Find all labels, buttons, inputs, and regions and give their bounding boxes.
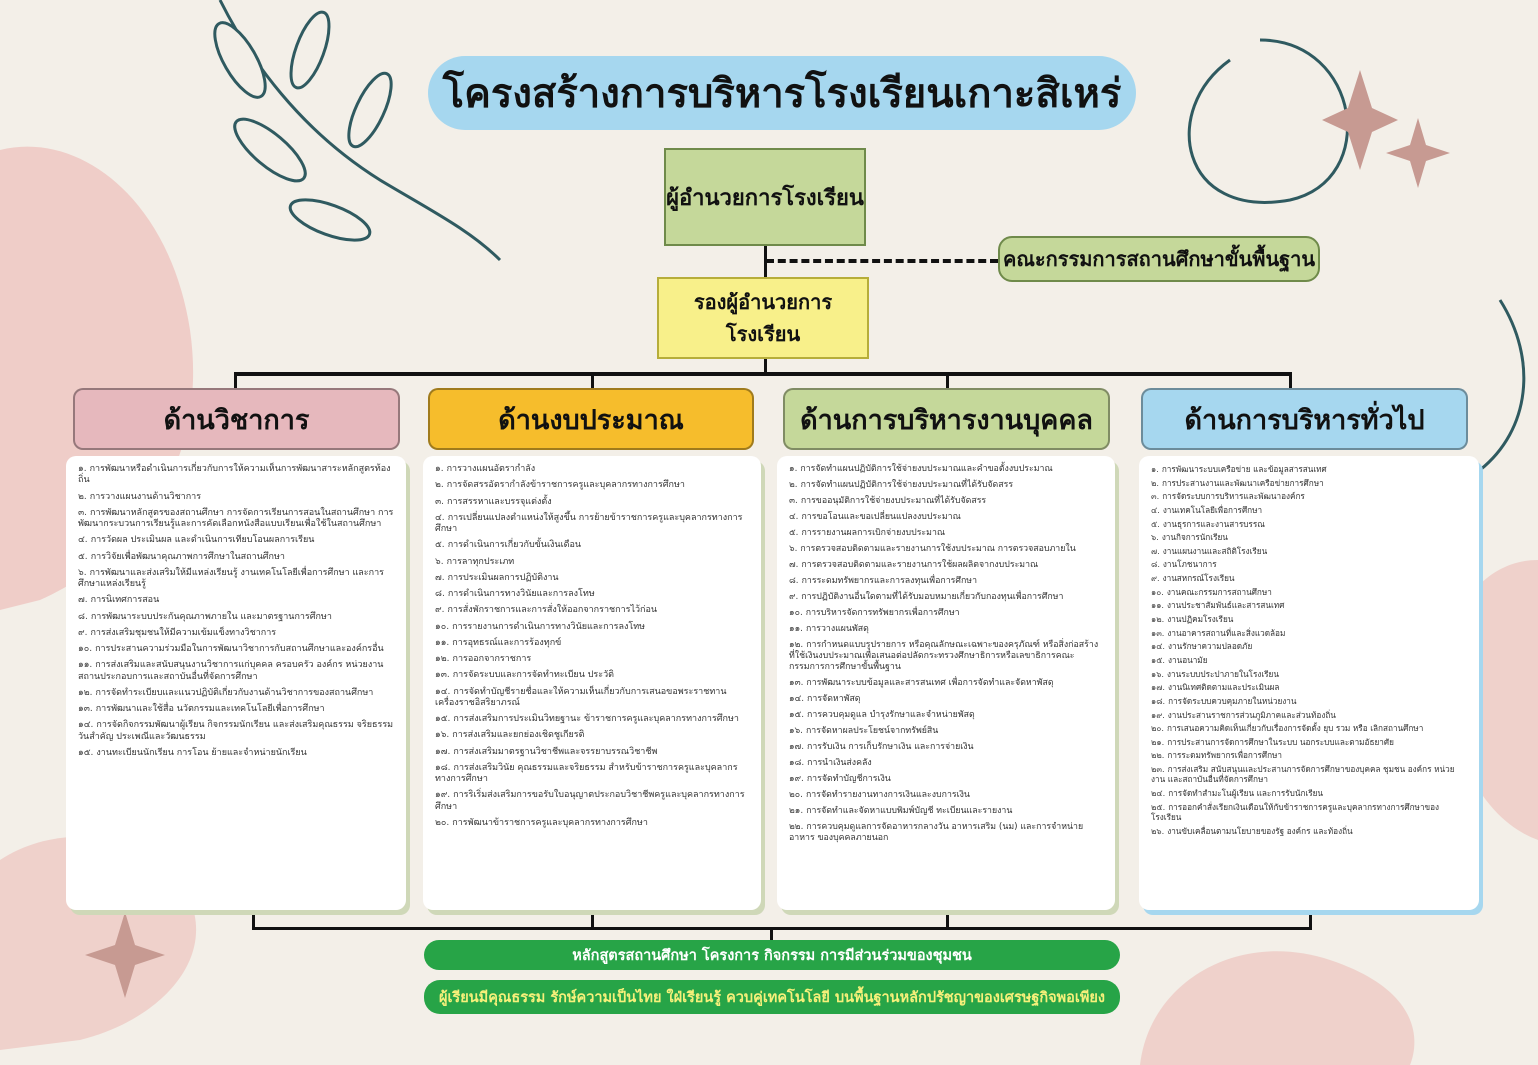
footer-bar-curriculum: หลักสูตรสถานศึกษา โครงการ กิจกรรม การมีส่วนร่วมของชุมชน <box>424 940 1120 970</box>
task-item <box>789 742 1103 753</box>
task-item <box>78 748 394 759</box>
task-number: ๒๕. <box>1151 801 1166 812</box>
task-number: ๕. <box>789 527 799 538</box>
task-item <box>1151 826 1467 836</box>
task-item <box>435 605 749 616</box>
task-text: งานระบบประปาภายในโรงเรียน <box>1167 668 1279 679</box>
task-number: ๕. <box>78 551 88 562</box>
task-number: ๖. <box>78 567 87 578</box>
task-text: การประสานการจัดการศึกษาในระบบ นอกระบบและตามอัธยาศัย <box>1167 736 1394 747</box>
connector-up-1 <box>252 910 255 928</box>
task-text: การสั่งพักราชการและการสั่งให้ออกจากราชการไว้ก่อน <box>447 605 658 616</box>
task-number: ๒๑. <box>1151 736 1165 747</box>
task-text: งานอนามัย <box>1168 654 1208 665</box>
task-text: การรับเงิน การเก็บรักษาเงิน และการจ่ายเงิน <box>807 741 974 752</box>
task-text: งานธุรการและงานสารบรรณ <box>1162 518 1265 529</box>
task-text: การขออนุมัติการใช้จ่ายงบประมาณที่ได้รับจัดสรร <box>800 495 987 506</box>
task-item <box>789 710 1103 721</box>
dept-personnel-header: ด้านการบริหารงานบุคคล <box>783 388 1110 450</box>
connector-top-bus <box>234 372 1292 376</box>
task-number: ๘. <box>435 589 445 599</box>
task-number: ๒. <box>789 479 798 490</box>
task-item <box>78 464 394 487</box>
task-text: การพัฒนาหรือดำเนินการเกี่ยวกับการให้ความเห็นการพัฒนาสาระหลักสูตรท้องถิ่น <box>78 464 391 486</box>
task-item <box>789 496 1103 507</box>
task-item <box>789 678 1103 689</box>
task-text: การส่งเสริมมาตรฐานวิชาชีพและจรรยาบรรณวิชาชีพ <box>453 746 658 757</box>
director-box: ผู้อำนวยการโรงเรียน <box>664 148 866 246</box>
task-text: การเสนอความคิดเห็นเกี่ยวกับเรื่องการจัดตั้ง ยุบ รวม หรือ เลิกสถานศึกษา <box>1167 723 1424 734</box>
task-item <box>78 552 394 563</box>
task-item <box>1151 587 1467 597</box>
task-item <box>1151 737 1467 747</box>
task-item <box>1151 478 1467 488</box>
task-number: ๑๘. <box>1151 695 1166 706</box>
task-item <box>789 758 1103 769</box>
committee-box: คณะกรรมการสถานศึกษาขั้นพื้นฐาน <box>998 236 1320 282</box>
task-item <box>435 670 749 681</box>
task-item <box>435 480 749 491</box>
task-number: ๑. <box>1151 464 1159 474</box>
task-number: ๑๕. <box>1151 654 1165 665</box>
connector-bottom-bus <box>252 927 1312 930</box>
task-text: การดำเนินการทางวินัยและการลงโทษ <box>447 589 595 599</box>
task-text: การพัฒนาข้าราชการครูและบุคลากรทางการศึกษา <box>452 817 648 828</box>
task-text: งานกิจการนักเรียน <box>1161 532 1228 543</box>
task-text: การวางแผนงานด้านวิชาการ <box>89 491 202 502</box>
task-item <box>1151 764 1467 785</box>
task-item <box>1151 802 1467 823</box>
task-number: ๑๔. <box>78 720 94 731</box>
task-number: ๒๒. <box>1151 750 1165 761</box>
footer-bar-learner-goal: ผู้เรียนมีคุณธรรม รักษ์ความเป็นไทย ใฝ่เรียนรู้ ควบคู่เทคโนโลยี บนพื้นฐานหลักปรัชญาของเศรษฐกิจพอเพียง <box>424 980 1120 1014</box>
task-number: ๑๑. <box>789 623 803 634</box>
task-number: ๑๒. <box>435 654 450 664</box>
task-item <box>1151 788 1467 798</box>
task-item <box>1151 655 1467 665</box>
task-number: ๒๐. <box>1151 723 1164 734</box>
task-number: ๘. <box>1151 559 1160 570</box>
task-number: ๑๗. <box>1151 682 1165 693</box>
task-number: ๔. <box>435 512 445 523</box>
task-text: การจัดหาพัสดุ <box>807 693 861 704</box>
task-text: การควบคุมดูแลการจัดอาหารกลางวัน อาหารเสริม (นม) และการจำหน่ายอาหาร ของบุคคลภายนอก <box>789 821 1084 843</box>
task-item <box>435 513 749 536</box>
task-text: การขอโอนและขอเปลี่ยนแปลงงบประมาณ <box>801 511 961 522</box>
task-list <box>78 464 394 759</box>
task-text: งานคณะกรรมการสถานศึกษา <box>1166 586 1272 597</box>
task-number: ๑๐. <box>1151 586 1164 597</box>
task-text: งานสหกรณ์โรงเรียน <box>1162 573 1235 584</box>
connector-up-4 <box>1309 910 1312 928</box>
task-number: ๑. <box>78 464 87 474</box>
task-item <box>1151 464 1467 474</box>
task-number: ๑๓. <box>1151 627 1165 638</box>
task-number: ๓. <box>78 507 88 518</box>
task-number: ๑๘. <box>435 762 451 773</box>
task-text: การควบคุมดูแล บำรุงรักษาและจำหน่ายพัสดุ <box>807 709 975 720</box>
dept-general-header: ด้านการบริหารทั่วไป <box>1141 388 1468 450</box>
task-number: ๑๗. <box>789 741 804 752</box>
dept-budget-header: ด้านงบประมาณ <box>428 388 754 450</box>
task-number: ๑๓. <box>78 704 93 714</box>
task-text: งานขับเคลื่อนตามนโยบายของรัฐ องค์กร และท้องถิ่น <box>1167 825 1353 836</box>
task-number: ๖. <box>1151 532 1159 543</box>
task-item <box>1151 669 1467 679</box>
task-item <box>789 560 1103 571</box>
task-item <box>1151 491 1467 501</box>
task-number: ๑๕. <box>789 709 805 720</box>
task-text: การดำเนินการเกี่ยวกับขั้นเงินเดือน <box>447 540 582 551</box>
task-text: การพัฒนาระบบเครือข่าย และข้อมูลสารสนเทศ <box>1161 464 1327 474</box>
task-text: การส่งเสริมและสนับสนุนงานวิชาการแก่บุคคล ครอบครัว องค์กร หน่วยงาน สถานประกอบการและสถาบันอื่นที่จัดการศึกษา <box>78 660 384 682</box>
task-text: การจัดระบบและการจัดทำทะเบียน ประวัติ <box>452 670 614 681</box>
task-item <box>1151 696 1467 706</box>
task-number: ๓. <box>1151 491 1160 502</box>
task-item <box>435 589 749 600</box>
task-number: ๕. <box>1151 518 1160 529</box>
task-item <box>789 512 1103 523</box>
task-number: ๑๕. <box>435 714 451 724</box>
task-text: การประเมินผลการปฏิบัติงาน <box>447 572 559 583</box>
task-item <box>78 492 394 503</box>
task-item <box>1151 600 1467 610</box>
connector-committee-dashed <box>766 259 998 263</box>
task-text: งานโภชนาการ <box>1162 559 1217 570</box>
task-text: งานประสานราชการส่วนภูมิภาคและส่วนท้องถิ่น <box>1167 709 1336 720</box>
task-number: ๑๘. <box>789 757 805 768</box>
task-number: ๑๖. <box>435 730 450 741</box>
task-text: การจัดทำแผนปฏิบัติการใช้จ่ายงบประมาณที่ได้รับจัดสรร <box>800 479 1014 490</box>
task-text: การจัดระบบการบริหารและพัฒนาองค์กร <box>1162 491 1305 502</box>
task-item <box>1151 573 1467 583</box>
task-item <box>78 644 394 655</box>
task-item <box>789 544 1103 555</box>
swirl-line <box>1189 40 1347 202</box>
task-text: การจัดทำสำมะโนผู้เรียน และการรับนักเรียน <box>1168 787 1324 798</box>
task-text: การรายงานการดำเนินการทางวินัยและการลงโทษ <box>452 621 646 632</box>
task-item <box>435 638 749 649</box>
task-text: การจัดหาผลประโยชน์จากทรัพย์สิน <box>805 725 939 736</box>
task-text: การส่งเสริมวินัย คุณธรรมและจริยธรรม สำหรับข้าราชการครูและบุคลากรทางการศึกษา <box>435 762 738 784</box>
task-text: การตรวจสอบติดตามและรายงานการใช้งบประมาณ การตรวจสอบภายใน <box>800 543 1076 554</box>
task-number: ๑๔. <box>1151 641 1165 652</box>
task-number: ๘. <box>789 575 799 586</box>
task-item <box>435 497 749 508</box>
task-text: การจัดทำบัญชีการเงิน <box>806 773 891 784</box>
task-text: การจัดทำบัญชีรายชื่อและให้ความเห็นเกี่ยวกับการเสนอขอพระราชทาน เครื่องราชอิสริยาภรณ์ <box>435 686 727 708</box>
task-number: ๘. <box>78 611 88 622</box>
task-number: ๙. <box>78 627 88 638</box>
task-text: งานปฏิคมโรงเรียน <box>1167 614 1234 625</box>
task-item <box>789 640 1103 673</box>
task-text: การพัฒนาหลักสูตรของสถานศึกษา การจัดการเรียนการสอนในสถานศึกษา การพัฒนากระบวนการเรียนรู้และการคัดเลือกหนังสือแบบเรียนเพื่อใช้ในสถานศึกษา <box>78 507 394 529</box>
task-text: การปฏิบัติงานอื่นใดตามที่ได้รับมอบหมายเกี่ยวกับกองทุนเพื่อการศึกษา <box>801 591 1064 602</box>
task-item <box>435 763 749 786</box>
leaf-icons <box>205 8 399 249</box>
task-number: ๒๔. <box>1151 787 1166 798</box>
dept-personnel-card <box>777 456 1115 910</box>
task-item <box>78 720 394 743</box>
task-text: การตรวจสอบติดตามและรายงานการใช้ผลผลิตจากงบประมาณ <box>801 559 1039 570</box>
connector-to-footer <box>770 928 773 940</box>
task-item <box>1151 682 1467 692</box>
task-item <box>1151 559 1467 569</box>
task-item <box>789 464 1103 475</box>
task-text: การวางแผนพัสดุ <box>805 623 869 634</box>
task-item <box>789 694 1103 705</box>
task-item <box>78 688 394 699</box>
task-item <box>789 726 1103 737</box>
task-text: งานทะเบียนนักเรียน การโอน ย้ายและจำหน่ายนักเรียน <box>96 747 307 758</box>
task-number: ๑๓. <box>789 677 804 688</box>
task-number: ๖. <box>435 556 444 567</box>
task-number: ๒. <box>1151 477 1159 488</box>
task-text: งานรักษาความปลอดภัย <box>1168 641 1253 652</box>
task-number: ๑๗. <box>435 746 451 757</box>
task-text: การส่งเสริมชุมชนให้มีความเข้มแข็งทางวิชาการ <box>90 627 277 638</box>
connector-up-3 <box>946 910 949 928</box>
dept-general-card <box>1139 456 1479 910</box>
task-number: ๑๑. <box>1151 600 1164 611</box>
task-text: การระดมทรัพยากรเพื่อการศึกษา <box>1167 750 1283 761</box>
task-number: ๑๙. <box>1151 709 1165 720</box>
task-number: ๒๐. <box>435 817 450 828</box>
task-number: ๑. <box>435 464 444 474</box>
task-number: ๒๐. <box>789 789 803 800</box>
task-text: การพัฒนาและส่งเสริมให้มีแหล่งเรียนรู้ งานเทคโนโลยีเพื่อการศึกษา และการศึกษาแหล่งเรียนรู้ <box>78 567 384 589</box>
task-item <box>435 654 749 665</box>
task-item <box>789 822 1103 844</box>
task-text: การจัดทำและจัดหาแบบพิมพ์บัญชี ทะเบียนและรายงาน <box>806 805 1013 816</box>
task-text: การสรรหาและบรรจุแต่งตั้ง <box>447 496 552 507</box>
task-item <box>435 573 749 584</box>
task-item <box>1151 710 1467 720</box>
task-number: ๓. <box>789 495 798 506</box>
task-item <box>435 687 749 710</box>
task-number: ๒๑. <box>789 805 804 816</box>
deputy-director-box: รองผู้อำนวยการโรงเรียน <box>657 277 869 359</box>
task-item <box>435 622 749 633</box>
task-text: การวัดผล ประเมินผล และดำเนินการเทียบโอนผลการเรียน <box>90 535 315 546</box>
task-number: ๑๓. <box>435 670 450 681</box>
task-item <box>1151 641 1467 651</box>
task-item <box>1151 532 1467 542</box>
dept-academic-header: ด้านวิชาการ <box>73 388 400 450</box>
task-text: การออกจากราชการ <box>452 654 532 664</box>
task-number: ๑๔. <box>789 693 805 704</box>
task-item <box>435 730 749 741</box>
task-item <box>789 576 1103 587</box>
task-number: ๑๑. <box>78 660 93 671</box>
task-item <box>1151 519 1467 529</box>
task-text: การจัดทำแผนปฏิบัติการใช้จ่ายงบประมาณและคำขอตั้งงบประมาณ <box>800 464 1053 474</box>
task-text: การจัดระบบควบคุมภายในหน่วยงาน <box>1168 695 1297 706</box>
task-item <box>435 747 749 758</box>
task-number: ๒. <box>78 491 87 502</box>
task-item <box>1151 628 1467 638</box>
task-text: การจัดกิจกรรมพัฒนาผู้เรียน กิจกรรมนักเรียน และส่งเสริมคุณธรรม จริยธรรม วันสำคัญ ประเพณีและวัฒนธรรม <box>78 720 394 742</box>
task-number: ๒. <box>435 480 444 491</box>
task-number: ๗. <box>78 595 88 606</box>
task-number: ๕. <box>435 540 445 551</box>
task-number: ๑๒. <box>789 639 804 650</box>
task-number: ๑๖. <box>1151 668 1164 679</box>
task-text: การเปลี่ยนแปลงตำแหน่งให้สูงขึ้น การย้ายข้าราชการครูและบุคลากรทางการศึกษา <box>435 512 743 534</box>
task-number: ๔. <box>1151 504 1160 515</box>
dept-academic-card <box>66 456 406 910</box>
task-text: งานประชาสัมพันธ์และสารสนเทศ <box>1167 600 1285 611</box>
task-number: ๑. <box>789 464 798 474</box>
task-number: ๗. <box>789 559 799 570</box>
task-item <box>435 714 749 725</box>
task-list <box>1151 464 1467 836</box>
task-item <box>789 480 1103 491</box>
task-number: ๑๙. <box>435 790 451 801</box>
task-number: ๑๑. <box>435 637 450 648</box>
task-item <box>435 540 749 551</box>
swirl-line-right <box>1480 300 1524 470</box>
task-number: ๙. <box>435 605 445 616</box>
task-text: การจัดทำรายงานทางการเงินและงบการเงิน <box>805 789 970 800</box>
dept-budget-card <box>423 456 761 910</box>
task-item <box>435 790 749 813</box>
task-text: การพัฒนาและใช้สื่อ นวัตกรรมและเทคโนโลยีเพื่อการศึกษา <box>95 704 325 714</box>
task-text: การนิเทศการสอน <box>90 595 160 606</box>
task-text: งานอาคารสถานที่และสิ่งแวดล้อม <box>1167 627 1286 638</box>
task-text: การรายงานผลการเบิกจ่ายงบประมาณ <box>801 527 946 538</box>
task-text: การประสานงานและพัฒนาเครือข่ายการศึกษา <box>1162 477 1324 488</box>
task-list <box>789 464 1103 844</box>
task-item <box>435 557 749 568</box>
task-number: ๑๒. <box>1151 614 1165 625</box>
task-item <box>435 818 749 829</box>
task-number: ๑๖. <box>789 725 803 736</box>
task-number: ๑๕. <box>78 747 94 758</box>
task-text: การนำเงินส่งคลัง <box>807 757 872 768</box>
task-number: ๔. <box>78 535 88 546</box>
task-text: การส่งเสริมและยกย่องเชิดชูเกียรติ <box>452 730 585 741</box>
task-item <box>78 612 394 623</box>
task-text: การออกคำสั่งเรียกเงินเดือนให้กับข้าราชการครูและบุคลากรทางการศึกษาของโรงเรียน <box>1151 801 1440 822</box>
task-number: ๒๓. <box>1151 764 1165 775</box>
task-item <box>1151 614 1467 624</box>
task-number: ๑๐. <box>435 621 450 632</box>
task-number: ๒๖. <box>1151 825 1165 836</box>
task-text: การลาทุกประเภท <box>446 556 515 567</box>
task-text: การจัดสรรอัตรากำลังข้าราชการครูและบุคลากรทางการศึกษา <box>446 480 685 491</box>
task-item <box>78 535 394 546</box>
task-item <box>78 595 394 606</box>
task-text: การจัดทำระเบียบและแนวปฏิบัติเกี่ยวกับงานด้านวิชาการของสถานศึกษา <box>95 687 374 698</box>
task-text: การริเริ่มส่งเสริมการขอรับใบอนุญาตประกอบวิชาชีพครูและบุคลากรทางการศึกษา <box>435 790 745 812</box>
connector-up-2 <box>591 910 594 928</box>
task-text: การกำหนดแบบรูปรายการ หรือคุณลักษณะเฉพาะของครุภัณฑ์ หรือสิ่งก่อสร้าง ที่ใช้เงินงบประมาณเพื่อเสนอต่อปลัดกระทรวงศึกษาธิการหรือเลขาธิการคณะกรรมการการศึกษาขั้นพื้นฐาน <box>789 639 1099 672</box>
task-text: การพัฒนาระบบประกันคุณภาพภายใน และมาตรฐานการศึกษา <box>90 611 332 622</box>
task-number: ๑๐. <box>78 644 93 654</box>
task-item <box>789 790 1103 801</box>
task-number: ๙. <box>1151 573 1160 584</box>
task-item <box>789 608 1103 619</box>
pink-blob-bottom-right <box>1140 951 1414 1065</box>
task-text: การบริหารจัดการทรัพยากรเพื่อการศึกษา <box>805 607 960 618</box>
task-item <box>78 508 394 531</box>
task-text: งานเทคโนโลยีเพื่อการศึกษา <box>1162 504 1263 515</box>
task-item <box>78 568 394 591</box>
task-item <box>789 592 1103 603</box>
task-number: ๖. <box>789 543 798 554</box>
task-item <box>1151 750 1467 760</box>
task-item <box>1151 546 1467 556</box>
task-number: ๗. <box>435 572 445 583</box>
task-number: ๑๒. <box>78 687 93 698</box>
task-item <box>789 528 1103 539</box>
task-text: การส่งเสริมการประเมินวิทยฐานะ ข้าราชการครูและบุคลากรทางการศึกษา <box>453 714 739 724</box>
task-item <box>78 660 394 683</box>
task-text: การอุทธรณ์และการร้องทุกข์ <box>452 637 562 648</box>
task-text: การพัฒนาระบบข้อมูลและสารสนเทศ เพื่อการจัดทำและจัดหาพัสดุ <box>806 677 1054 688</box>
task-number: ๙. <box>789 591 799 602</box>
task-number: ๒๒. <box>789 821 804 832</box>
task-text: การประสานความร่วมมือในการพัฒนาวิชาการกับสถานศึกษาและองค์กรอื่น <box>95 644 384 654</box>
task-item <box>78 704 394 715</box>
task-item <box>789 624 1103 635</box>
task-text: การวางแผนอัตรากำลัง <box>446 464 536 474</box>
task-item <box>789 806 1103 817</box>
task-item <box>789 774 1103 785</box>
task-item <box>78 628 394 639</box>
task-item <box>1151 505 1467 515</box>
task-text: การระดมทรัพยากรและการลงทุนเพื่อการศึกษา <box>801 575 978 586</box>
task-item <box>435 464 749 475</box>
task-number: ๑๔. <box>435 686 451 697</box>
task-number: ๑๐. <box>789 607 803 618</box>
task-number: ๓. <box>435 496 445 507</box>
task-text: การวิจัยเพื่อพัฒนาคุณภาพการศึกษาในสถานศึกษา <box>90 551 285 562</box>
task-text: การส่งเสริม สนับสนุนและประสานการจัดการศึกษาของบุคคล ชุมชน องค์กร หน่วยงาน และสถาบันอื่นที่จัดการศึกษา <box>1151 764 1455 785</box>
task-item <box>1151 723 1467 733</box>
task-text: งานนิเทศติดตามและประเมินผล <box>1167 682 1280 693</box>
page-title: โครงสร้างการบริหารโรงเรียนเกาะสิเหร่ <box>428 56 1136 130</box>
task-number: ๑๙. <box>789 773 804 784</box>
task-number: ๗. <box>1151 545 1160 556</box>
task-text: งานแผนงานและสถิติโรงเรียน <box>1162 545 1268 556</box>
task-number: ๔. <box>789 511 799 522</box>
task-list <box>435 464 749 829</box>
